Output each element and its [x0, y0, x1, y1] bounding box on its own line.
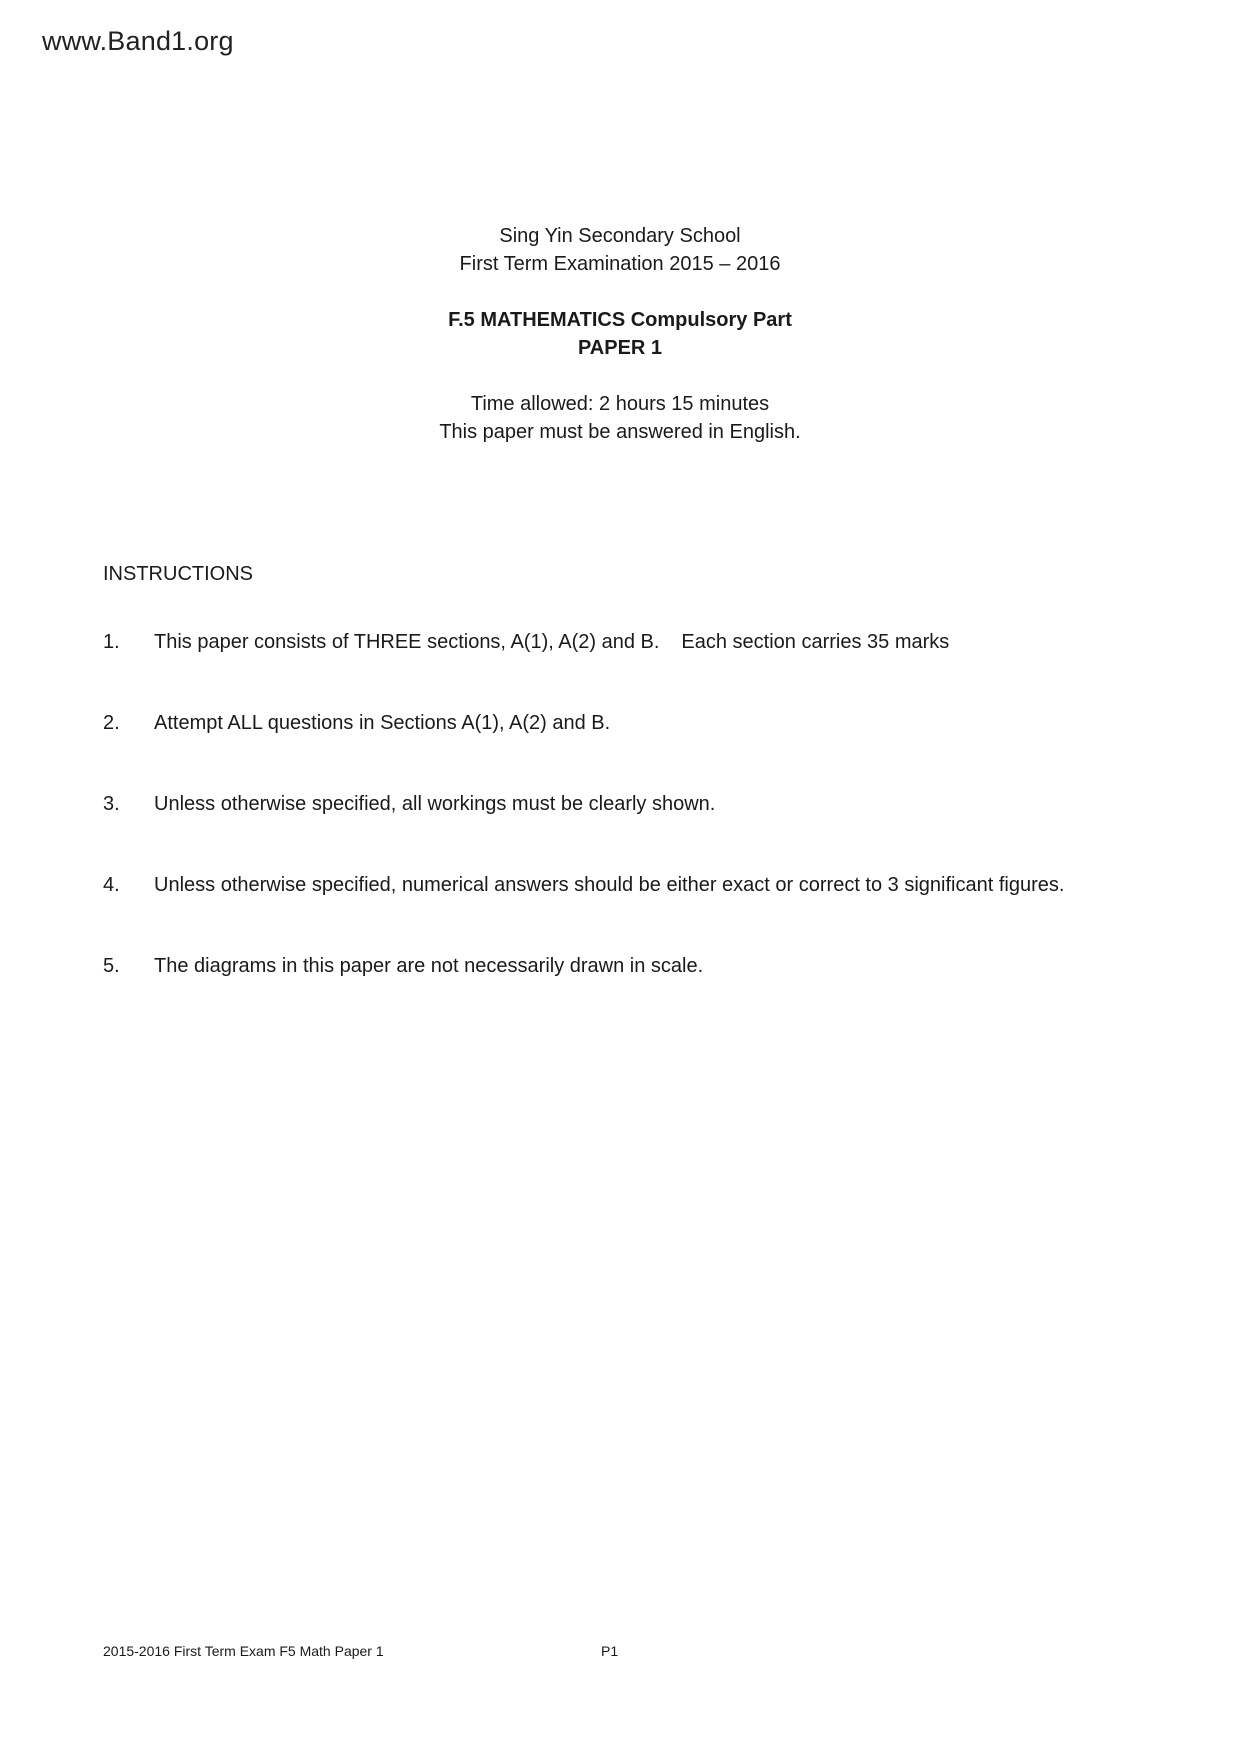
school-name: Sing Yin Secondary School [499, 225, 741, 247]
instruction-number: 2. [103, 712, 120, 734]
footer-page-number: P1 [601, 1643, 619, 1659]
instruction-number: 4. [103, 874, 120, 896]
instruction-text: The diagrams in this paper are not necessarily drawn in scale. [154, 955, 704, 977]
instructions-heading: INSTRUCTIONS [103, 563, 253, 585]
instruction-number: 3. [103, 793, 120, 815]
school-header [0, 222, 1240, 278]
footer-label: 2015-2016 First Term Exam F5 Math Paper 1 [103, 1643, 384, 1659]
paper-title [0, 306, 1240, 362]
language-note: This paper must be answered in English. [439, 421, 801, 443]
instruction-text: Attempt ALL questions in Sections A(1), A(2) and B. [154, 712, 611, 734]
subject-title: F.5 MATHEMATICS Compulsory Part [448, 309, 792, 331]
instruction-number: 5. [103, 955, 120, 977]
instruction-number: 1. [103, 631, 120, 653]
instruction-text: Unless otherwise specified, numerical answers should be either exact or correct to 3 significant figures. [154, 874, 1065, 896]
instruction-text: Unless otherwise specified, all workings must be clearly shown. [154, 793, 716, 815]
exam-name: First Term Examination 2015 – 2016 [459, 253, 781, 275]
time-allowed: Time allowed: 2 hours 15 minutes [470, 393, 770, 415]
instruction-text-extra: Each section carries 35 marks [681, 631, 950, 653]
instruction-text [154, 628, 949, 656]
instruction-text-main: This paper consists of THREE sections, A(1), A(2) and B. [154, 631, 660, 653]
paper-number: PAPER 1 [577, 337, 663, 359]
watermark-text: www.Band1.org [42, 26, 234, 56]
time-info [0, 390, 1240, 446]
